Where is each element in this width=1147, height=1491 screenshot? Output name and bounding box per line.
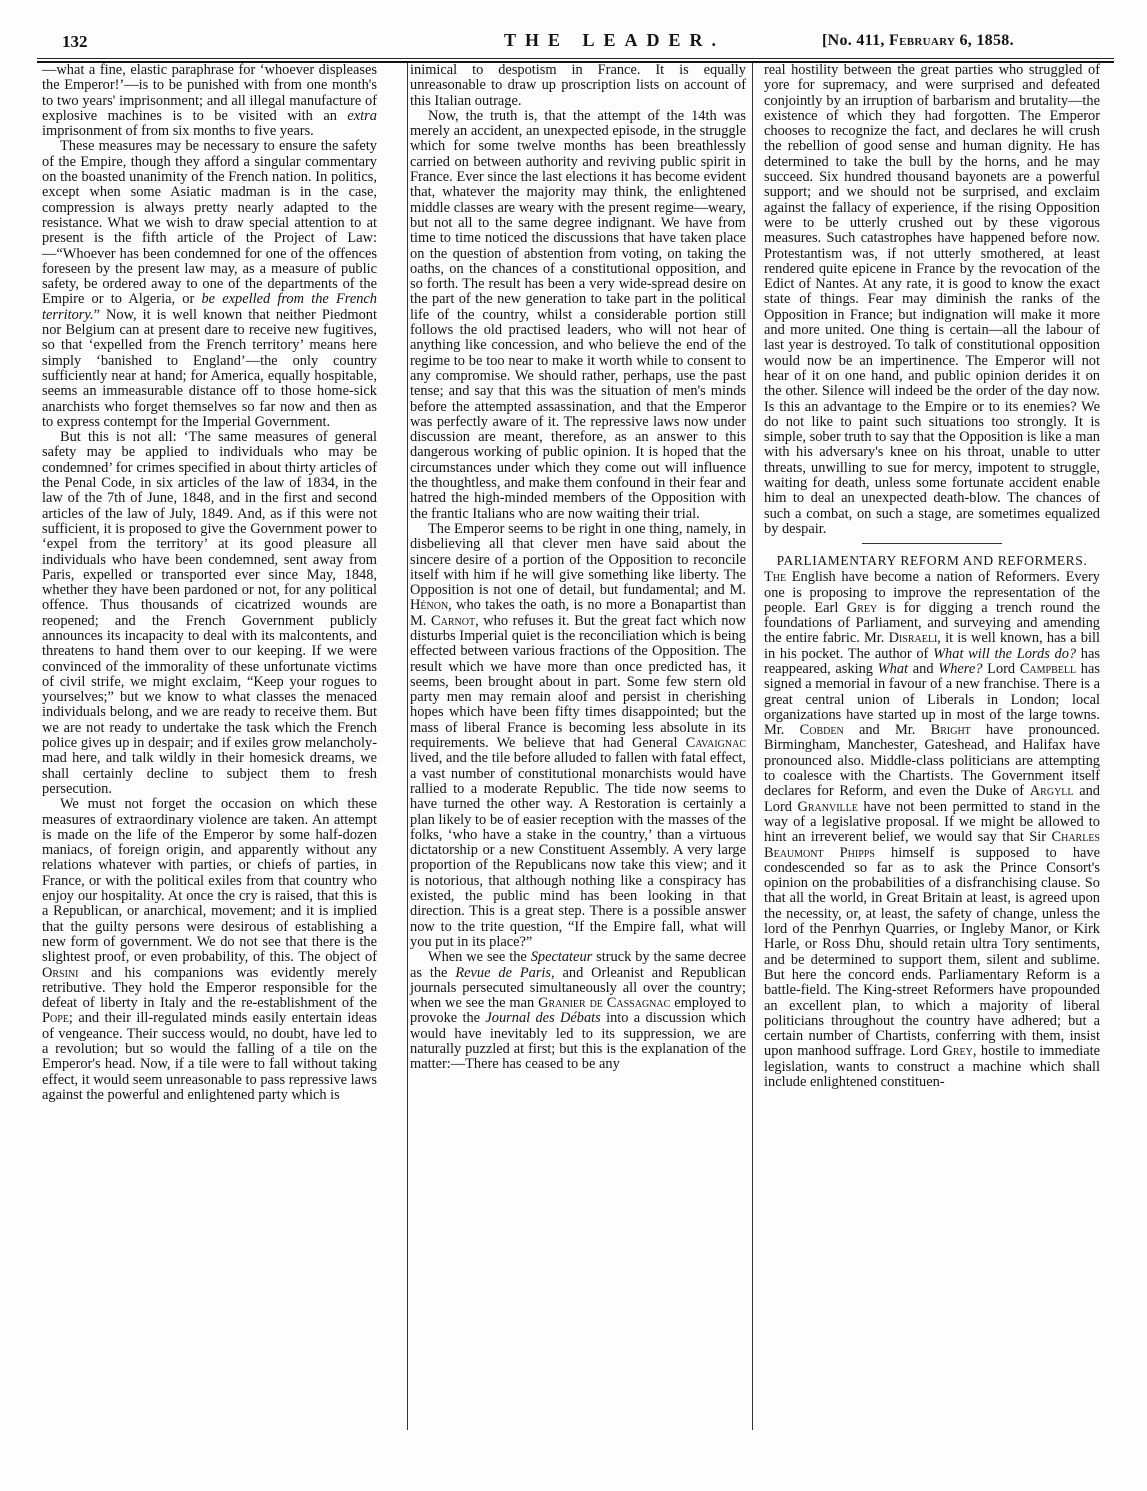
paragraph: These measures may be necessary to ensure the safety of the Empire, though they afford a singular commentary on the boasted unanimity of the French nation. In politics, except when some Asiatic madman is in the case, compression is always pretty nearly adapted to the resistance. What we wish to draw special attention to at present is the fifth article of the Project of Law:—“Whoever has been condemned for one of the offences foreseen by the present law may, as a measure of public safety, be ordered away to one of the departments of the Empire or to Algeria, or be expelled from the French territory.” Now, it is well known that neither Piedmont nor Belgium can at present dare to receive new fugitives, so that ‘expelled from the French territory’ means here simply ‘banished to England’—the only country sufficiently near at hand; for America, equally hospitable, seems an immeasurable distance off to those home-sick anarchists who forget themselves so far now and then as to express contempt for the Imperial Government. (42, 138, 377, 430)
article-heading: PARLIAMENTARY REFORM AND REFORMERS. (776, 553, 1088, 569)
masthead (36, 30, 1116, 52)
page-number: 132 (62, 32, 88, 51)
issue-date: [No. 411, February 6, 1858. (822, 32, 1014, 49)
paragraph: Now, the truth is, that the attempt of the 14th was merely an accident, an unexpected episode, in the struggle which for some twelve months has been breathlessly carried on between authority and reviving public spirit in France. Ever since the last elections it has become evident that, whatever the majority may think, the enlightened middle classes are weary with the present regime—weary, but not all to the same degree indignant. We have from time to time noticed the discussions that have taken place on the question of abstention from voting, on taking the oaths, on the chances of a constitutional opposition, and so forth. The result has been a very wide-spread desire on the part of the new generation to take part in the political life of the country, whilst a considerable portion still follows the old practised leaders, who will not hear of anything like concession, and who believe the end of the regime to be too near to make it worth while to consent to any compromise. We should rather, perhaps, use the past tense; and say that this was the situation of men's minds before the attempted assassination, and that the Emperor was perfectly aware of it. The repressive laws now under discussion are meant, therefore, as an answer to this dangerous working of public opinion. It is hoped that the circumstances under which they come out will influence the thoughtless, and make them confound in their fear and hatred the high-minded members of the Opposition with the frantic Italians who are now waiting their trial. (410, 107, 746, 522)
column-1 (42, 63, 377, 1103)
column-3 (764, 63, 1100, 1090)
paragraph: But this is not all: ‘The same measures of general safety may be applied to individuals who may be condemned’ for crimes specified in about thirty articles of the Penal Code, in six articles of the law of 1834, in the law of the 7th of June, 1848, and in the first and second articles of the law of July, 1849. And, as if this were not sufficient, it is proposed to give the Government power to ‘expel from the territory’ at its good pleasure all individuals who have been condemned, sent away from Paris, expelled or transported ever since May, 1848, whether they have been pardoned or not, for any political offence. Thus thousands of cicatrized wounds are reopened; and the French Government publicly announces its incapacity to deal with its malcontents, and threatens to hand them over to our keeping. If we were convinced of the immorality of these unfortunate victims of civil strife, we might exclaim, “Keep your rogues to yourselves;” but we know to what classes the menaced individuals belong, and we are ready to receive them. But we are not ready to undertake the task which the French police gives up in despair; and if exiles grow melancholy-mad here, and talk wildly in their homesick dreams, we shall certainly decline to subject them to fresh persecution. (42, 429, 377, 797)
header-rule-thin (37, 58, 1114, 59)
column-2 (410, 63, 746, 1073)
paragraph: inimical to despotism in France. It is equally unreasonable to draw up proscription lists on account of this Italian outrage. (410, 62, 746, 109)
paragraph: The Emperor seems to be right in one thing, namely, in disbelieving all that clever men have said about the sincere desire of a portion of the Opposition to reconcile itself with him if he will give something like liberty. The Opposition is not one of detail, but fundamental; and M. Hénon, who takes the oath, is no more a Bonapartist than M. Carnot, who refuses it. But the great fact which now disturbs Imperial quiet is the reconciliation which is being effected between various fractions of the Opposition. The result which we have more than once predicted has, it seems, been brought about in part. Some few stern old party men may remain aloof and persist in cherishing hopes which have been fifty times disappointed; but the mass of liberal France is becoming less absolute in its requirements. We believe that had General Cavaignac lived, and the tile before alluded to fallen with fatal effect, a vast number of constitutional monarchists would have rallied to a moderate Republic. The tide now seems to have turned the other way. A Restoration is certainly a plan likely to be of easier reception with the masses of the folks, ‘who have a stake in the country,’ than a virtuous dictatorship or a new Constituent Assembly. A very large proportion of the Republicans now take this view; and it is notorious, that although nothing like a conspiracy has existed, the public mind has been looking in that direction. This is a great step. There is a possible answer now to the trite question, “If the Empire fall, what will you put in its place?” (410, 520, 746, 950)
paragraph: —what a fine, elastic paraphrase for ‘whoever displeases the Emperor!’—is to be punished with from one month's to two years' imprisonment; and all illegal manufacture of explosive machines is to be visited with an extra imprisonment of from six months to five years. (42, 62, 377, 140)
paragraph: When we see the Spectateur struck by the same decree as the Revue de Paris, and Orleanist and Republican journals persecuted simultaneously all over the country; when we see the man Granier de Cassagnac employed to provoke the Journal des Débats into a discussion which would have inevitably led to its suppression, we are naturally puzzled at first; but this is the explanation of the matter:—There has ceased to be any (410, 949, 747, 1073)
section-separator (862, 543, 1002, 544)
column-divider (752, 63, 753, 1430)
newspaper-title: THE LEADER. (504, 30, 726, 50)
paragraph: We must not forget the occasion on which these measures of extraordinary violence are taken. An attempt is made on the life of the Emperor by some half-dozen maniacs, of foreign origin, and apparently without any relations whatever with parties, or chiefs of parties, in France, or with the political exiles from that country who enjoy our hospitality. At once the cry is raised, that this is a Republican, or anarchical, movement; and it is implied that the guilty persons were desirous of establishing a new form of government. We do not see that there is the slightest proof, or even probability, of this. The object of Orsini and his companions was evidently merely retributive. They hold the Emperor responsible for the defeat of liberty in Italy and the re-establishment of the Pope; and their ill-regulated minds easily entertain ideas of vengeance. Their success would, no doubt, have led to a revolution; but so would the falling of a tile on the Emperor's head. Now, if a tile were to fall without taking effect, it would seem unreasonable to pass repressive laws against the powerful and enlightened party which is (42, 796, 378, 1103)
column-divider (407, 63, 408, 1430)
paragraph: The English have become a nation of Reformers. Every one is proposing to improve the representation of the people. Earl Grey is for digging a trench round the foundations of Parliament, and surveying and amending the entire fabric. Mr. Disraeli, it is well known, has a bill in his pocket. The author of What will the Lords do? has reappeared, asking What and Where? Lord Campbell has signed a memorial in favour of a new franchise. There is a great central union of Liberals in London; local organizations have started up in most of the large towns. Mr. Cobden and Mr. Bright have pronounced. Birmingham, Manchester, Gateshead, and Halifax have pronounced also. Middle-class politicians are attempting to coalesce with the Chartists. The Government itself declares for Reform, and even the Duke of Argyll and Lord Granville have not been permitted to stand in the way of a legislative proposal. If we might be allowed to hint an irreverent belief, we would say that Sir Charles Beaumont Phipps himself is supposed to have condescended so far as to ask the Prince Consort's opinion on the probabilities of a disfranchising clause. So that all the world, in Great Britain at least, is agreed upon the necessity, or, at least, the safety of change, unless the lord of the Penrhyn Quarries, or Ingleby Manor, or Kirk Harle, or Ross Dhu, should retain ultra Tory sentiments, and be determined to support them, silent and sublime. But here the concord ends. Parliamentary Reform is a battle-field. The King-street Reformers have propounded an excellent plan, to which a majority of liberal politicians throughout the country have adhered; but a certain number of Chartists, conferring with them, insist upon manhood suffrage. Lord Grey, hostile to immediate legislation, wants to construct a machine which shall include enlightened constituen- (764, 569, 1100, 1090)
paragraph: real hostility between the great parties who struggled of yore for supremacy, and were surprised and defeated conjointly by an irruption of barbarism and brutality—the existence of which they had forgotten. The Emperor chooses to recognize the fact, and declares he will crush the rebellion of good sense and human dignity. He has determined to take the bull by the horns, and he may succeed. Six hundred thousand bayonets are a powerful support; and we should not be surprised, and exclaim against the fallacy of experience, if the rising Opposition were to be utterly crushed out by these vigorous measures. Such catastrophes have happened before now. Protestantism was, if not utterly smothered, at least rendered quite epicene in France by the revocation of the Edict of Nantes. At any rate, it is good to know the exact state of things. Fear may diminish the ranks of the Opposition in France; but indignation will make it more and more united. One thing is certain—all the labour of last year is destroyed. To talk of constitutional opposition would now be an impertinence. The Emperor will not hear of it on one hand, and public opinion derides it on the other. Silence will indeed be the order of the day now. Is this an advantage to the Empire or to its enemies? We do not like to paint such situations too strongly. It is simple, sober truth to say that the Opposition is like a man with his adversary's knee on his throat, unable to utter threats, unwilling to sue for mercy, impotent to struggle, waiting for death, unless some fortunate accident enable him to deal an unexpected death-blow. The chances of such a combat, on such a stage, are sometimes equalized by despair. (764, 62, 1100, 537)
